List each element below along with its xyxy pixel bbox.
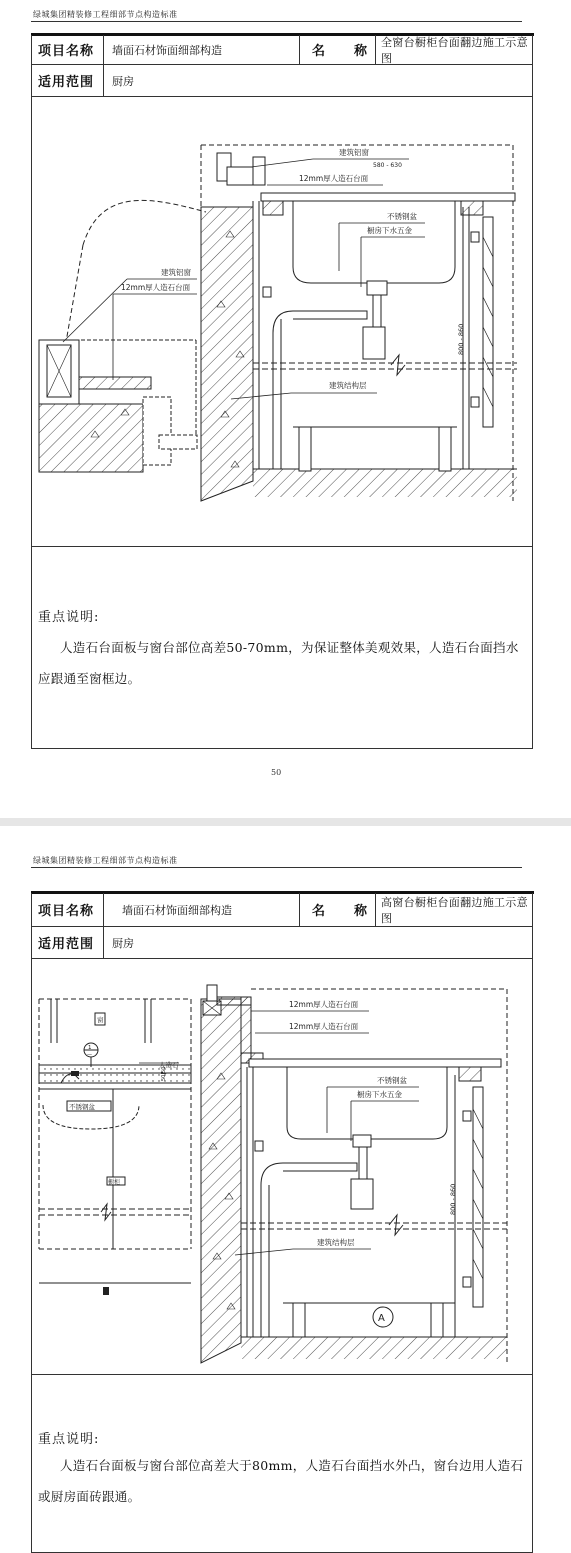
callout-structure: 建筑结构层 (329, 381, 367, 390)
notes-title: 重点说明: (38, 1432, 100, 1447)
header-org-title: 绿城集团精装修工程细部节点构造标准 (33, 856, 178, 865)
main-wall-hatch (201, 999, 241, 1363)
elev-window-label: 窗 (97, 1016, 104, 1024)
floor-hatch (253, 469, 517, 497)
project-name-value: 墙面石材饰面细部构造 (104, 35, 300, 65)
notes-body: 人造石台面板与窗台部位高差大于80mm，人造石台面挡水外凸，窗台边用人造石或厨房面砖跟通。 (38, 1458, 524, 1504)
scope-value: 厨房 (104, 927, 532, 959)
scope-label: 适用范围 (32, 65, 104, 97)
scope-value: 厨房 (104, 65, 532, 97)
notes-title: 重点说明: (38, 610, 100, 625)
project-name-label: 项目名称 (32, 893, 104, 927)
item-name-value: 全窗台橱柜台面翻边施工示意图 (376, 35, 532, 65)
counter-slab (261, 193, 515, 201)
elev-dim-label: 50|50 (161, 1066, 167, 1081)
callout-dim-top: 580 - 630 (373, 162, 402, 169)
callout-faucet: 橱房下水五金 (357, 1090, 402, 1099)
item-name-value: 高窗台橱柜台面翻边施工示意图 (376, 893, 532, 927)
page-2 (0, 826, 571, 1548)
callout-counter-top: 12mm厚人造石台面 (299, 174, 369, 183)
drawing-divider (32, 1374, 532, 1375)
main-wall-hatch (201, 207, 253, 501)
project-name-value: 墙面石材饰面细部构造 (104, 893, 300, 927)
callout-counter-b: 12mm厚人造石台面 (289, 1022, 359, 1031)
floor-hatch (241, 1337, 507, 1359)
callout-window-left: 建筑铝窗 (161, 268, 191, 277)
scope-label: 适用范围 (32, 927, 104, 959)
callout-counter-a: 12mm厚人造石台面 (289, 1000, 359, 1009)
header-org-title: 绿城集团精装修工程细部节点构造标准 (33, 10, 178, 19)
header-rule (31, 867, 522, 868)
header-rule (31, 21, 522, 22)
item-name-label: 名 称 (300, 35, 376, 65)
callout-dim-side: 800 - 860 (449, 1183, 457, 1215)
section-drawing-full-window-sill (31, 97, 533, 511)
callout-faucet: 橱房下水五金 (367, 226, 412, 235)
elev-marker-bottom: — (87, 1052, 92, 1058)
notes-body: 人造石台面板与窗台部位高差50-70mm，为保证整体美观效果，人造石台面挡水应跟通至窗框边。 (38, 640, 519, 686)
callout-sink: 不锈钢盆 (387, 212, 417, 221)
elev-counter-label: 人造石 (159, 1061, 179, 1069)
callout-sink: 不锈钢盆 (377, 1076, 407, 1085)
drawing-divider (32, 546, 532, 547)
left-wall-hatch (39, 404, 143, 472)
page-number: 50 (271, 768, 282, 777)
counter-slab (249, 1059, 501, 1067)
elev-sink-label: 不锈钢盆 (69, 1103, 95, 1111)
project-name-label: 项目名称 (32, 35, 104, 65)
item-name-label: 名 称 (300, 893, 376, 927)
section-drawing-high-window-sill (31, 959, 533, 1373)
window-curve-line (83, 200, 206, 245)
elev-cabinet-label: 橱柜 (108, 1179, 121, 1186)
elev-marker-top: 1 (88, 1045, 92, 1051)
detail-marker-label: A (378, 1313, 385, 1324)
callout-dim-side: 800 - 860 (457, 323, 465, 355)
callout-counter-left: 12mm厚人造石台面 (121, 283, 191, 292)
callout-structure: 建筑结构层 (317, 1238, 355, 1247)
sink-basin (293, 201, 455, 283)
sink-basin (287, 1067, 447, 1139)
callout-window-top: 建筑铝窗 (339, 148, 369, 157)
page-gap (0, 818, 571, 826)
